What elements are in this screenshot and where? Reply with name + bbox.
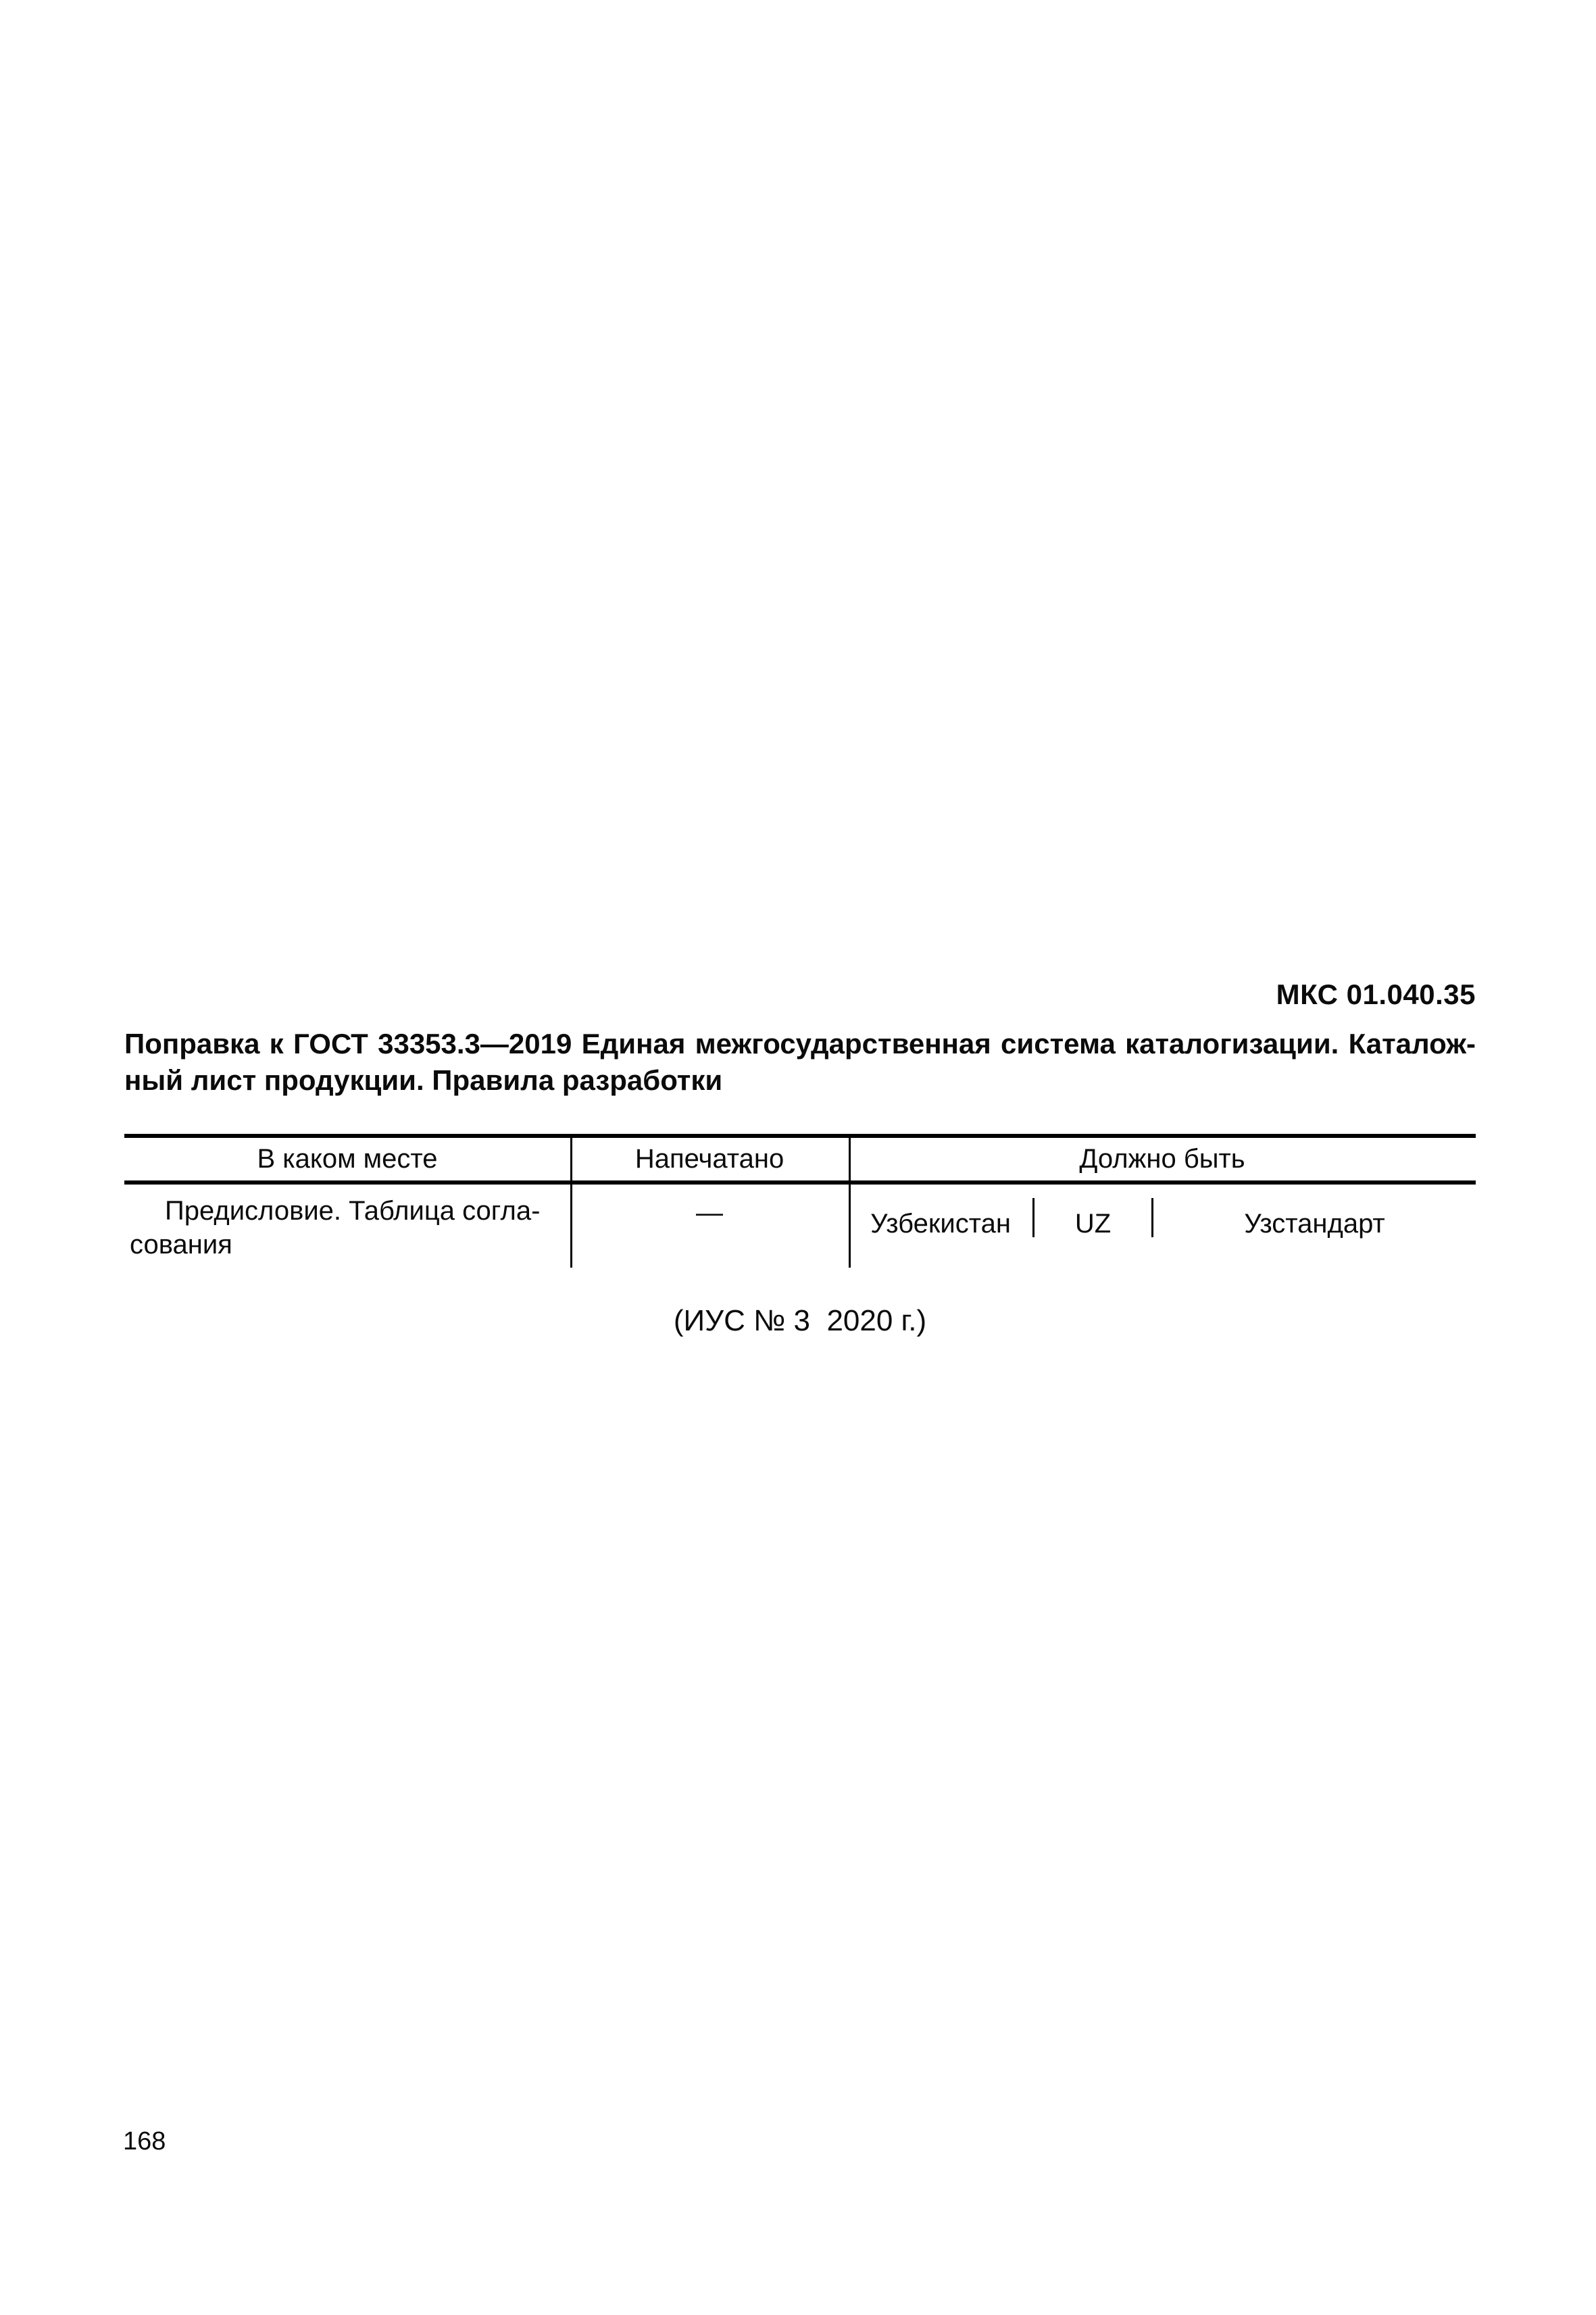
ius-publication-note: (ИУС № 3 2020 г.) <box>673 1304 927 1337</box>
cell-location <box>124 1185 570 1268</box>
cell-should-be <box>849 1185 1476 1268</box>
table-row <box>124 1185 1476 1268</box>
should-be-organization: Узстандарт <box>1244 1209 1385 1239</box>
page-number: 168 <box>123 2127 166 2156</box>
should-be-country: Узбекистан <box>870 1209 1011 1239</box>
mks-classification-code: МКС 01.040.35 <box>1276 978 1476 1010</box>
cell-location-line-1: Предисловие. Таблица согла- <box>165 1196 541 1226</box>
column-header-should-be: Должно быть <box>1079 1144 1245 1174</box>
should-be-country-code: UZ <box>1074 1209 1112 1239</box>
column-divider-1 <box>570 1134 572 1268</box>
amendment-title <box>124 1026 1476 1099</box>
column-divider-2 <box>849 1134 851 1268</box>
cell-location-line-2: сования <box>130 1230 232 1260</box>
errata-table <box>124 1134 1476 1268</box>
column-header-printed: Напечатано <box>634 1144 784 1174</box>
cell-printed: — <box>696 1198 723 1228</box>
amendment-title-line-2: ный лист продукции. Правила разработки <box>124 1064 723 1096</box>
column-header-location: В каком месте <box>257 1144 438 1174</box>
table-header-row <box>124 1138 1476 1180</box>
amendment-title-line-1: Поправка к ГОСТ 33353.3—2019 Единая межгосударственная система каталогизации. Каталож- <box>124 1028 1476 1060</box>
